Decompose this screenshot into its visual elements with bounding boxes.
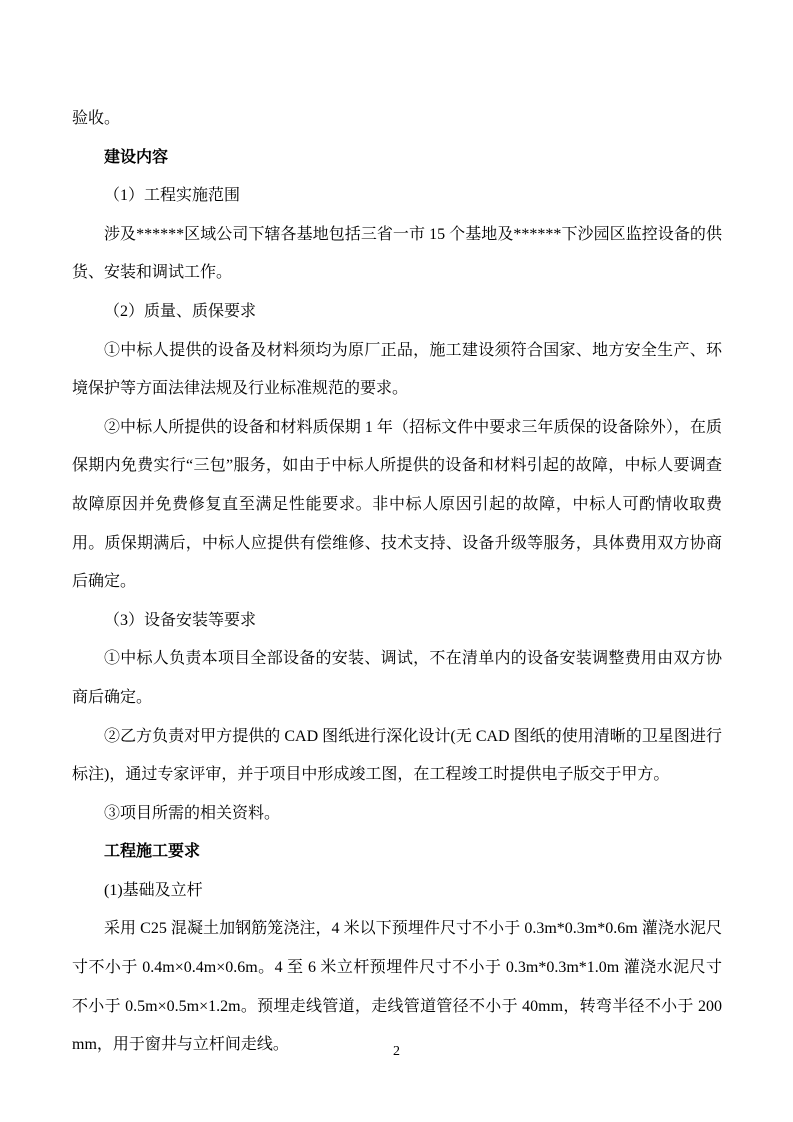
subheading-quality-warranty: （2）质量、质保要求 [104, 302, 257, 320]
section-heading-construction-requirements: 工程施工要求 [104, 843, 201, 861]
page-number: 2 [393, 1044, 400, 1059]
subheading-foundation-pole: (1)基础及立杆 [104, 881, 203, 899]
paragraph-continuation: 验收。 [72, 110, 121, 127]
subheading-equipment-installation: （3）设备安装等要求 [104, 611, 257, 629]
paragraph-foundation-body: 采用 C25 混凝土加钢筋笼浇注，4 米以下预埋件尺寸不小于 0.3m*0.3m*0.6m 灌浇水泥尺寸不小于 0.4m×0.4m×0.6m。4 至 6 米立杆预埋件尺寸不小于 0.3m*0.3m*1.0m 灌浇水泥尺寸不小于 0.5m×0.5m×1.2m。预埋走线管道，走线管道管径不小于 40mm，转弯半径不小于 200mm，用于窗井与立杆间走线。 [72, 920, 722, 1054]
section-heading-construction-content: 建设内容 [104, 148, 169, 166]
paragraph-installation-item-1: ①中标人负责本项目全部设备的安装、调试，不在清单内的设备安装调整费用由双方协商后确定。 [72, 650, 722, 706]
paragraph-scope-body: 涉及******区域公司下辖各基地包括三省一市 15 个基地及******下沙园区监控设备的供货、安装和调试工作。 [72, 225, 722, 282]
paragraph-installation-item-3: ③项目所需的相关资料。 [104, 804, 281, 822]
paragraph-quality-item-1: ①中标人提供的设备及材料须均为原厂正品，施工建设须符合国家、地方安全生产、环境保护等方面法律法规及行业标准规范的要求。 [72, 341, 722, 398]
subheading-implementation-scope: （1）工程实施范围 [104, 187, 241, 205]
paragraph-installation-item-2: ②乙方负责对甲方提供的 CAD 图纸进行深化设计(无 CAD 图纸的使用清晰的卫星图进行标注)，通过专家评审，并于项目中形成竣工图，在工程竣工时提供电子版交于甲方。 [72, 727, 722, 784]
paragraph-quality-item-2: ②中标人所提供的设备和材料质保期 1 年（招标文件中要求三年质保的设备除外），在质保期内免费实行“三包”服务，如由于中标人所提供的设备和材料引起的故障，中标人要调查故障原因并免费修复直至满足性能要求。非中标人原因引起的故障，中标人可酌情收取费用。质保期满后，中标人应提供有偿维修、技术支持、设备升级等服务，具体费用双方协商后确定。 [72, 418, 722, 591]
